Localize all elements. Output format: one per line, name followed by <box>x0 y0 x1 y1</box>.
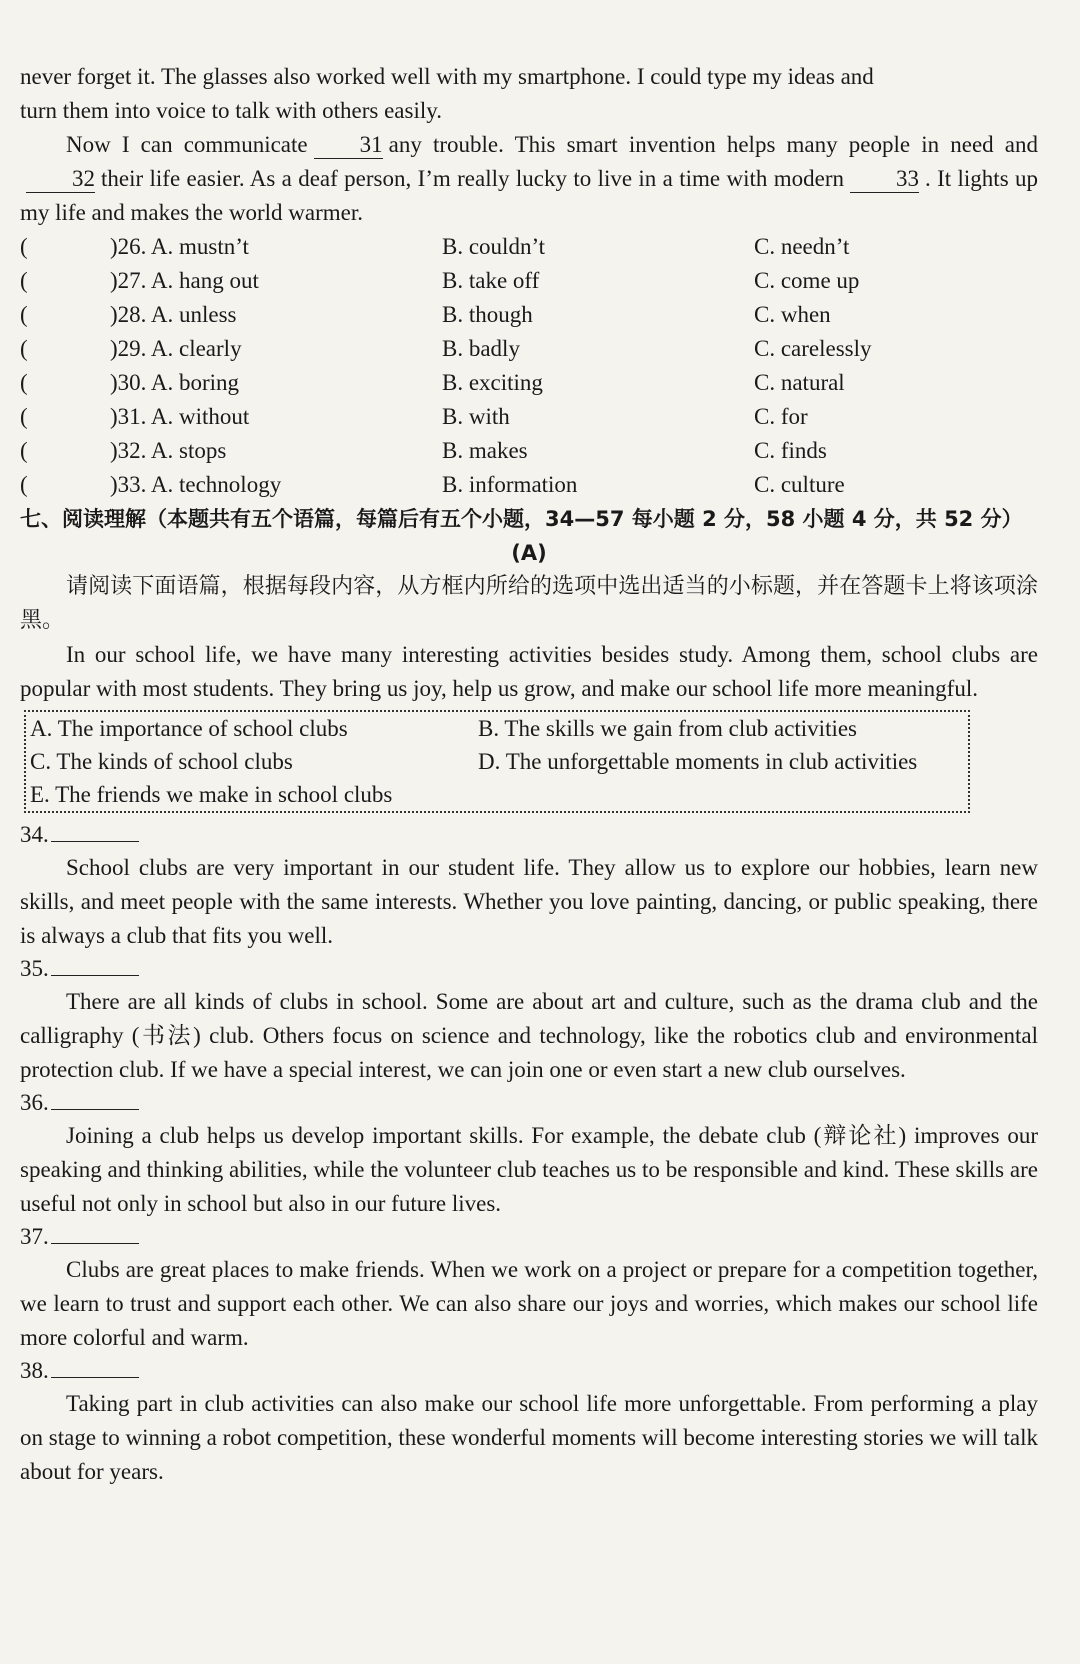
blank-31: 31 <box>314 132 383 159</box>
option-a: )30. A. boring <box>110 370 240 395</box>
question-number: 36. <box>20 1090 49 1115</box>
closing-text-1: Now I can communicate <box>66 132 308 157</box>
box-row <box>30 712 964 745</box>
blank-32: 32 <box>26 166 95 193</box>
heading-options-box <box>24 710 970 813</box>
question-35 <box>20 953 1038 1087</box>
option-row <box>20 366 1038 400</box>
answer-blank <box>51 819 139 842</box>
question-paragraph: Clubs are great places to make friends. When we work on a project or prepare for a competition together, we learn to trust and support each other. We can also share our joys and worries, which makes our school life more colorful and warm. <box>20 1257 1038 1350</box>
section-title: 七、阅读理解（本题共有五个语篇，每篇后有五个小题，34—57 每小题 2 分，58 小题 4 分，共 52 分） <box>20 507 1023 531</box>
question-37 <box>20 1221 1038 1355</box>
option-row <box>20 264 1038 298</box>
question-38 <box>20 1355 1038 1489</box>
intro-line-1: never forget it. The glasses also worked well with my smartphone. I could type my ideas and <box>20 64 874 89</box>
lead-paragraph: In our school life, we have many interesting activities besides study. Among them, school clubs are popular with most students. They bring us joy, help us grow, and make our school life more meaningful. <box>20 642 1038 701</box>
answer-paren: ( <box>20 438 28 463</box>
answer-paren: ( <box>20 404 28 429</box>
question-34 <box>20 819 1038 953</box>
closing-text-3: their life easier. As a deaf person, I’m really lucky to live in a time with modern <box>101 166 844 191</box>
intro-line-2: turn them into voice to talk with others easily. <box>20 98 443 123</box>
option-c: C. carelessly <box>754 336 872 361</box>
closing-text-4: . It lights up my life and makes the world warmer. <box>20 166 1039 225</box>
question-number: 38. <box>20 1358 49 1383</box>
closing-paragraph <box>20 128 1038 230</box>
question-number: 34. <box>20 822 49 847</box>
answer-blank <box>51 1087 139 1110</box>
option-row <box>20 332 1038 366</box>
heading-option-b: B. The skills we gain from club activities <box>478 715 858 741</box>
option-b: B. with <box>442 404 510 429</box>
question-paragraph: School clubs are very important in our student life. They allow us to explore our hobbies, learn new skills, and meet people with the same interests. Whether you love painting, dancing, or public speaking, there is always a club that fits you well. <box>20 855 1038 948</box>
option-c: C. needn’t <box>754 234 850 259</box>
answer-paren: ( <box>20 336 28 361</box>
passage-label: (A) <box>511 541 547 565</box>
answer-paren: ( <box>20 302 28 327</box>
option-c: C. for <box>754 404 808 429</box>
option-a: )27. A. hang out <box>110 268 259 293</box>
closing-text-2: any trouble. This smart invention helps many people in need and <box>388 132 1038 157</box>
option-row <box>20 230 1038 264</box>
option-c: C. finds <box>754 438 827 463</box>
heading-option-c: C. The kinds of school clubs <box>30 748 293 774</box>
question-number: 37. <box>20 1224 49 1249</box>
answer-paren: ( <box>20 370 28 395</box>
option-b: B. couldn’t <box>442 234 546 259</box>
option-c: C. when <box>754 302 831 327</box>
heading-option-d: D. The unforgettable moments in club activities <box>478 748 918 774</box>
question-36 <box>20 1087 1038 1221</box>
option-a: )32. A. stops <box>110 438 227 463</box>
option-c: C. come up <box>754 268 860 293</box>
option-a: )28. A. unless <box>110 302 237 327</box>
option-b: B. exciting <box>442 370 543 395</box>
option-b: B. makes <box>442 438 528 463</box>
answer-blank <box>51 953 139 976</box>
option-row <box>20 468 1038 502</box>
box-row <box>30 745 964 778</box>
option-row <box>20 298 1038 332</box>
heading-option-e: E. The friends we make in school clubs <box>30 781 393 807</box>
option-a: )29. A. clearly <box>110 336 242 361</box>
intro-paragraph <box>20 60 1038 128</box>
option-row <box>20 400 1038 434</box>
heading-option-a: A. The importance of school clubs <box>30 715 348 741</box>
answer-blank <box>51 1221 139 1244</box>
box-row <box>30 778 964 811</box>
option-a: )31. A. without <box>110 404 250 429</box>
question-paragraph: Taking part in club activities can also make our school life more unforgettable. From performing a play on stage to winning a robot competition, these wonderful moments will become interesting stories we will talk about for years. <box>20 1391 1038 1484</box>
option-list <box>20 230 1038 502</box>
question-number: 35. <box>20 956 49 981</box>
instruction-text: 请阅读下面语篇，根据每段内容，从方框内所给的选项中选出适当的小标题，并在答题卡上将该项涂黑。 <box>20 574 1038 633</box>
blank-33: 33 <box>850 166 919 193</box>
answer-paren: ( <box>20 268 28 293</box>
option-a: )33. A. technology <box>110 472 282 497</box>
option-c: C. natural <box>754 370 845 395</box>
answer-paren: ( <box>20 234 28 259</box>
option-b: B. though <box>442 302 533 327</box>
option-c: C. culture <box>754 472 845 497</box>
option-b: B. badly <box>442 336 520 361</box>
option-b: B. information <box>442 472 578 497</box>
answer-paren: ( <box>20 472 28 497</box>
question-paragraph: There are all kinds of clubs in school. Some are about art and culture, such as the drama club and the calligraphy (书法) club. Others focus on science and technology, like the robotics club and environmental protection club. If we have a special interest, we can join one or even start a new club ourselves. <box>20 989 1038 1082</box>
option-a: )26. A. mustn’t <box>110 234 249 259</box>
answer-blank <box>51 1355 139 1378</box>
option-row <box>20 434 1038 468</box>
question-paragraph: Joining a club helps us develop important skills. For example, the debate club (辩论社) improves our speaking and thinking abilities, while the volunteer club teaches us to be responsible and kind. These skills are useful not only in school but also in our future lives. <box>20 1123 1038 1216</box>
option-b: B. take off <box>442 268 540 293</box>
